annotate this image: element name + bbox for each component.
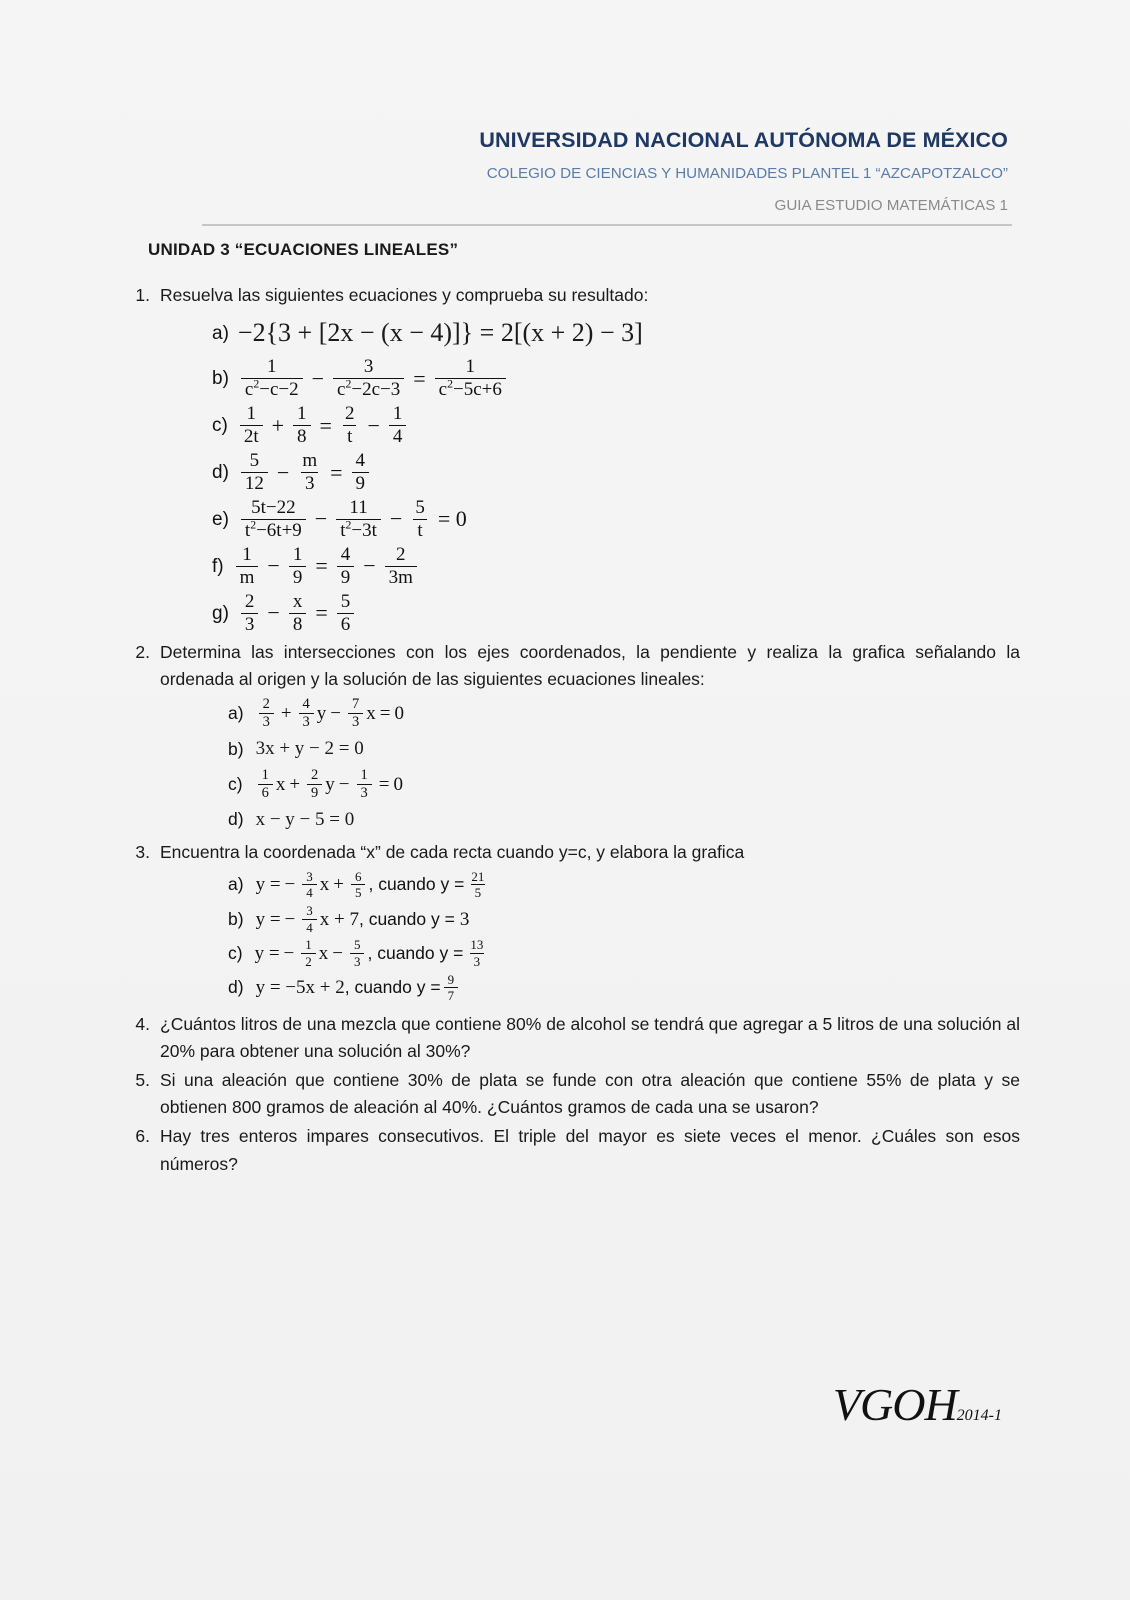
cuando-label: , cuando y = xyxy=(368,874,465,895)
equation-1g-label: g) xyxy=(212,602,229,624)
fraction-2a-1 xyxy=(259,697,274,730)
denominator: 3 xyxy=(259,713,274,730)
denominator: 6 xyxy=(337,613,355,635)
fraction-1e-3 xyxy=(411,498,429,541)
equation-2a xyxy=(228,697,1020,730)
question-3-text: Encuentra la coordenada “x” de cada recta cuando y=c, y elabora la grafica xyxy=(160,841,745,862)
denominator: m xyxy=(236,566,259,588)
question-1-text: Resuelva las siguientes ecuaciones y comprueba su resultado: xyxy=(160,285,649,305)
question-2-number: 2. xyxy=(135,641,150,662)
fraction-1c-3 xyxy=(341,404,359,447)
denominator: $c^2-c-2$ xyxy=(241,378,303,400)
numerator: 1 xyxy=(465,356,475,378)
equation-2a-label: a) xyxy=(228,703,244,724)
question-6-body: Hay tres enteros impares consecutivos. El triple del mayor es siete veces el menor. ¿Cuáles son esos números? xyxy=(160,1126,1020,1174)
equation-1g xyxy=(212,592,1020,635)
equation-3d-label: d) xyxy=(228,977,244,998)
header-divider xyxy=(202,224,1012,226)
fraction-3a-3 xyxy=(467,870,488,900)
question-6 xyxy=(116,1123,1020,1177)
denominator: 9 xyxy=(337,566,355,588)
plus-operator: + xyxy=(271,412,285,438)
equation-2b xyxy=(228,734,1020,763)
numerator: 1 xyxy=(242,543,252,565)
question-2-body xyxy=(160,639,1020,837)
equation-3b-label: b) xyxy=(228,908,244,929)
numerator: 4 xyxy=(340,543,351,565)
lhs-y-equals: y = xyxy=(255,908,281,930)
equation-2d xyxy=(228,805,1020,834)
rhs-zero: 0 xyxy=(394,702,404,724)
author-signature xyxy=(833,1378,1002,1431)
fraction-1b-3 xyxy=(435,357,506,400)
fraction-1b-2 xyxy=(333,357,404,400)
minus-operator: − xyxy=(284,874,296,896)
plus-operator: + xyxy=(280,702,292,724)
denominator: 8 xyxy=(293,425,311,447)
equals-operator: = xyxy=(413,365,426,391)
denominator: 3 xyxy=(350,953,365,969)
equation-3c-label: c) xyxy=(228,942,243,963)
header-college-subtitle: COLEGIO DE CIENCIAS Y HUMANIDADES PLANTEL 1 “AZCAPOTZALCO” xyxy=(486,165,1008,182)
numerator: 5 xyxy=(249,450,260,472)
plus-operator: + xyxy=(289,773,301,795)
equation-1f xyxy=(212,545,1020,588)
question-5 xyxy=(116,1067,1020,1121)
denominator: 4 xyxy=(389,425,407,447)
numerator: 1 xyxy=(297,403,307,425)
question-3-body xyxy=(160,839,1020,1005)
denominator: 9 xyxy=(307,784,322,801)
equals-operator: = xyxy=(315,553,328,579)
numerator: 5 xyxy=(353,937,361,953)
numerator: 1 xyxy=(292,543,303,565)
fraction-1c-1 xyxy=(240,404,263,447)
question-1 xyxy=(116,282,1020,637)
header-guide-label: GUIA ESTUDIO MATEMÁTICAS 1 xyxy=(774,197,1008,214)
numerator: x xyxy=(292,590,303,612)
cuando-label: , cuando y = xyxy=(367,942,464,963)
denominator: 3 xyxy=(348,713,363,730)
minus-operator: − xyxy=(389,506,403,532)
denominator: 7 xyxy=(444,987,459,1003)
question-5-number: 5. xyxy=(135,1070,150,1091)
question-3 xyxy=(116,839,1020,1005)
denominator: 12 xyxy=(241,472,268,494)
equation-1d xyxy=(212,451,1020,494)
fraction-1g-2 xyxy=(289,592,307,635)
rhs-zero: 0 xyxy=(393,773,403,795)
denominator: 9 xyxy=(289,566,307,588)
minus-operator: − xyxy=(311,365,325,391)
fraction-2a-3 xyxy=(348,697,363,730)
numerator: 13 xyxy=(470,937,484,953)
denominator: 9 xyxy=(352,472,370,494)
equation-1b-label: b) xyxy=(212,368,229,390)
equation-2d-expression: x − y − 5 = 0 xyxy=(255,809,355,831)
denominator: 3m xyxy=(385,566,417,588)
denominator: $c^2-2c-3$ xyxy=(333,378,404,400)
numerator: 4 xyxy=(355,450,366,472)
fraction-1d-3 xyxy=(352,451,370,494)
equation-2c xyxy=(228,768,1020,801)
numerator: 5t−22 xyxy=(251,497,296,519)
numerator: 1 xyxy=(305,937,312,953)
fraction-2a-2 xyxy=(299,697,314,730)
equation-2b-expression: 3x + y − 2 = 0 xyxy=(255,738,364,760)
equation-2d-label: d) xyxy=(228,809,244,830)
lhs-y-equals: y = xyxy=(254,942,280,964)
denominator: 2t xyxy=(240,425,263,447)
numerator: 6 xyxy=(354,868,362,884)
equation-3a-label: a) xyxy=(228,874,244,895)
minus-operator: − xyxy=(276,459,290,485)
denominator: 3 xyxy=(299,713,314,730)
numerator: 5 xyxy=(340,590,351,612)
plus-operator: + xyxy=(333,874,344,896)
numerator: 9 xyxy=(447,971,455,987)
minus-operator: − xyxy=(314,506,328,532)
document-sheet xyxy=(110,0,1020,1600)
variable-x: x xyxy=(275,773,286,795)
fraction-1c-2 xyxy=(293,404,311,447)
numerator: 5 xyxy=(415,497,425,519)
numerator: m xyxy=(302,450,318,472)
fraction-3b-1 xyxy=(302,904,317,934)
equation-3a xyxy=(228,870,1020,900)
denominator: 3 xyxy=(301,472,319,494)
question-5-body: Si una aleación que contiene 30% de plata se funde con otra aleación que contiene 55% de plata y se obtienen 800 gramos de aleación al 40%. ¿Cuántos gramos de cada una se usaron? xyxy=(160,1070,1020,1118)
x-plus-seven: x + 7 xyxy=(319,908,359,930)
numerator: 1 xyxy=(392,403,403,425)
minus-operator: − xyxy=(338,773,350,795)
fraction-3c-3 xyxy=(466,938,487,968)
fraction-3d-1 xyxy=(444,973,459,1003)
equation-3b-rhs: 3 xyxy=(459,908,470,930)
equation-3b xyxy=(228,904,1020,934)
denominator: 2 xyxy=(301,953,316,969)
question-2 xyxy=(116,639,1020,837)
question-6-number: 6. xyxy=(135,1126,150,1147)
equation-2c-label: c) xyxy=(228,773,243,794)
header-university-title: UNIVERSIDAD NACIONAL AUTÓNOMA DE MÉXICO xyxy=(479,128,1008,152)
denominator: 5 xyxy=(351,884,366,900)
fraction-3a-1 xyxy=(302,870,317,900)
question-4-body: ¿Cuántos litros de una mezcla que contiene 80% de alcohol se tendrá que agregar a 5 litros de una solución al 20% para obtener una solución al 30%? xyxy=(160,1013,1020,1062)
equals-operator: = xyxy=(330,459,343,485)
equation-1b xyxy=(212,357,1020,400)
numerator: 4 xyxy=(302,695,310,712)
question-list xyxy=(110,282,1020,1178)
numerator: 1 xyxy=(267,356,277,378)
equation-1e-label: e) xyxy=(212,508,229,530)
fraction-3c-2 xyxy=(350,938,365,968)
fraction-1f-3 xyxy=(337,545,355,588)
numerator: 2 xyxy=(244,590,255,612)
equation-1a-label: a) xyxy=(212,322,229,344)
equation-1c xyxy=(212,404,1020,447)
minus-operator: − xyxy=(267,600,280,626)
numerator: 11 xyxy=(349,497,368,519)
minus-operator: − xyxy=(283,942,295,964)
numerator: 3 xyxy=(363,356,374,378)
numerator: 2 xyxy=(311,766,319,783)
fraction-2c-1 xyxy=(258,768,273,801)
equation-3d-lhs: y = −5x + 2 xyxy=(255,977,345,999)
variable-y: y xyxy=(316,702,327,724)
question-2-text: Determina las intersecciones con los ejes coordenados, la pendiente y realiza la grafica señalando la ordenada al origen y la solución de las siguientes ecuaciones lineales: xyxy=(160,641,1020,689)
question-1-body xyxy=(160,282,1020,637)
equation-1d-label: d) xyxy=(212,461,229,483)
fraction-2c-3 xyxy=(357,768,372,801)
equals-operator: = xyxy=(378,773,390,795)
question-4 xyxy=(116,1011,1020,1065)
denominator: 3 xyxy=(470,953,485,969)
equation-1c-label: c) xyxy=(212,415,228,437)
minus-operator: − xyxy=(267,553,280,579)
lhs-y-equals: y = xyxy=(255,874,281,896)
equation-1f-label: f) xyxy=(212,555,224,577)
denominator: 6 xyxy=(258,784,273,801)
fraction-1c-4 xyxy=(389,404,407,447)
numerator: 1 xyxy=(246,403,256,425)
minus-operator: − xyxy=(363,553,376,579)
equation-3d xyxy=(228,973,1020,1003)
cuando-label: , cuando y = xyxy=(344,977,441,998)
denominator: t xyxy=(343,425,356,447)
fraction-1g-1 xyxy=(241,592,259,635)
numerator: 2 xyxy=(344,403,355,425)
variable-x: x xyxy=(366,702,376,724)
fraction-1e-2 xyxy=(336,498,381,541)
signature-year: 2014-1 xyxy=(956,1407,1002,1424)
signature-name: VGOH xyxy=(832,1379,957,1430)
fraction-1f-2 xyxy=(289,545,307,588)
question-3-number: 3. xyxy=(135,841,150,862)
cuando-label: , cuando y = xyxy=(358,908,455,929)
minus-operator: − xyxy=(284,908,296,930)
numerator: 7 xyxy=(352,695,360,712)
numerator: 2 xyxy=(396,543,406,565)
fraction-1b-1 xyxy=(241,357,303,400)
variable-x: x xyxy=(318,942,329,964)
numerator: 21 xyxy=(471,868,485,884)
denominator: $c^2-5c+6$ xyxy=(435,378,506,400)
denominator: 4 xyxy=(302,884,317,900)
question-4-number: 4. xyxy=(135,1013,150,1034)
denominator: 4 xyxy=(302,919,317,935)
fraction-1f-4 xyxy=(385,545,417,588)
minus-operator: − xyxy=(332,942,343,964)
equation-1e-rhs: = 0 xyxy=(437,506,467,532)
numerator: 1 xyxy=(261,766,269,783)
denominator: 3 xyxy=(357,784,372,801)
denominator: $t^2-3t$ xyxy=(336,519,381,541)
unit-title: UNIDAD 3 “ECUACIONES LINEALES” xyxy=(148,240,459,259)
fraction-1d-1 xyxy=(241,451,268,494)
fraction-1g-3 xyxy=(337,592,355,635)
numerator: 3 xyxy=(306,903,313,919)
fraction-1f-1 xyxy=(236,545,259,588)
equals-operator: = xyxy=(379,702,391,724)
denominator: 3 xyxy=(241,613,259,635)
numerator: 2 xyxy=(262,695,270,712)
equation-2b-label: b) xyxy=(228,738,244,759)
variable-y: y xyxy=(325,773,335,795)
denominator: 5 xyxy=(471,884,486,900)
denominator: $t^2-6t+9$ xyxy=(241,519,306,541)
fraction-1d-2 xyxy=(298,451,321,494)
equals-operator: = xyxy=(319,412,332,438)
equation-1a xyxy=(212,313,1020,353)
equation-3c xyxy=(228,938,1020,968)
fraction-3a-2 xyxy=(351,870,366,900)
fraction-1e-1 xyxy=(241,498,306,541)
fraction-3c-1 xyxy=(301,938,316,968)
equation-1a-expression: −2{3 + [2x − (x − 4)]} = 2[(x + 2) − 3] xyxy=(237,318,643,348)
numerator: 3 xyxy=(306,868,313,884)
equals-operator: = xyxy=(315,600,328,626)
equation-1e xyxy=(212,498,1020,541)
variable-x: x xyxy=(319,874,330,896)
question-1-number: 1. xyxy=(135,285,150,305)
minus-operator: − xyxy=(330,702,341,724)
denominator: t xyxy=(413,519,426,541)
denominator: 8 xyxy=(289,613,307,635)
fraction-2c-2 xyxy=(307,768,322,801)
numerator: 1 xyxy=(360,766,368,783)
minus-operator: − xyxy=(367,412,380,438)
